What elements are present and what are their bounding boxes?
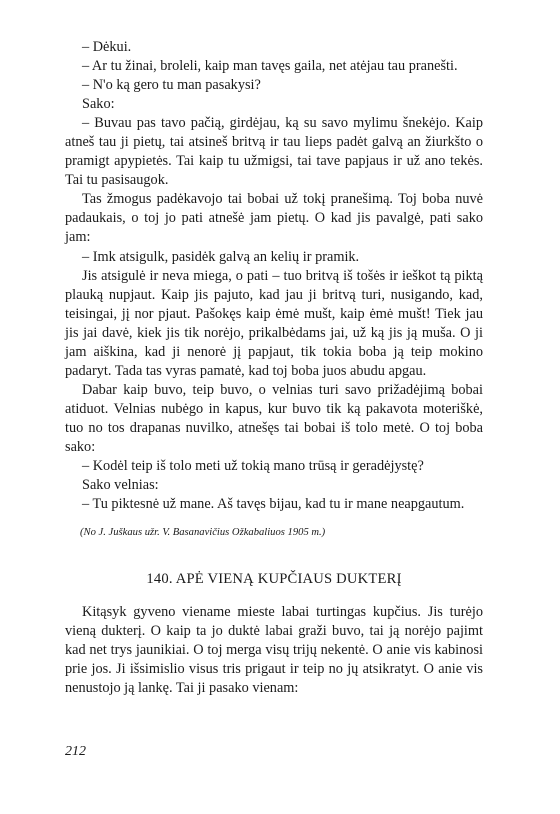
story-paragraph: – Buvau pas tavo pačią, girdėjau, ką su savo mylimu šnekėjo. Kaip atneš tau ji pietų, tai atsineš britvą ir tau lieps padėt galvą an žiurkšto o pramigt apypietės. Tai kaip tu užmigsi, tai tave papjaus ir už ano tekės. Tai tu pasisaugok. [65,115,483,189]
story-heading: 140. APĖ VIENĄ KUPČIAUS DUKTERĮ [146,571,402,588]
story-paragraph: Sako: [82,96,115,113]
story-paragraph: – N'o ką gero tu man pasakysi? [82,77,261,94]
page-number: 212 [65,744,86,759]
story-paragraph: Jis atsigulė ir neva miega, o pati – tuo britvą iš tošės ir ieškot tą piktą plauką nupjaut. Kaip jis pajuto, kad jau ji britvą turi, nusigando, kad, teisingai, jį nor pjaut. Pašokęs kaip ėmė mušt, kaip ėmė mušt! Tiek jau jis jai davė, kiek jis tik norėjo, prikalbėdams jai, už ką jis ją muša. O ji jam aiškina, kad ji nenorė jį papjaut, tik tokia boba ją teip mokino padaryt. Tada tas vyras pamatė, kad toj boba juos abudu apgau. [65,267,483,379]
story-paragraph: – Dėkui. [82,39,132,55]
page-body [65,38,483,698]
story-paragraph: Dabar kaip buvo, teip buvo, o velnias turi savo prižadėjimą bobai atiduot. Velnias nubėgo in kapus, kur buvo tik ką pakavota moteriškė, tuo no tos drapanas nuvilko, atnešęs tai bobai iš tolo metė. O toj boba sako: [65,381,483,455]
story-paragraph: – Imk atsigulk, pasidėk galvą an kelių ir pramik. [82,248,360,265]
story-paragraph: – Tu piktesnė už mane. Aš tavęs bijau, kad tu ir mane neapgautum. [82,496,465,513]
source-note: (No J. Juškaus užr. V. Basanavičius Ožkabaliuos 1905 m.) [80,527,326,539]
story-paragraph: Kitąsyk gyveno viename mieste labai turtingas kupčius. Jis turėjo vieną dukterį. O kaip ta jo duktė labai graži buvo, tai ją norėjo pajimt kad net trys jaunikiai. O toj merga visų trijų nekentė. O anie vis kabinosi prie jos. Ji išsimislio visus tris prigaut ir teip no jų atsikratyt. O anie vis nenustojo ją lankę. Tai ji pasako vienam: [65,604,483,697]
story-paragraph: Sako velnias: [82,477,159,494]
story-paragraph: – Kodėl teip iš tolo meti už tokią mano trūsą ir geradėjystę? [82,458,424,475]
story-paragraph: – Ar tu žinai, broleli, kaip man tavęs gaila, net atėjau tau pranešti. [82,58,458,75]
story-paragraph: Tas žmogus padėkavojo tai bobai už tokį pranešimą. Toj boba nuvė padaukais, o toj jo pati atnešė jam pietų. O kad jis pavalgė, pati sako jam: [65,191,483,246]
